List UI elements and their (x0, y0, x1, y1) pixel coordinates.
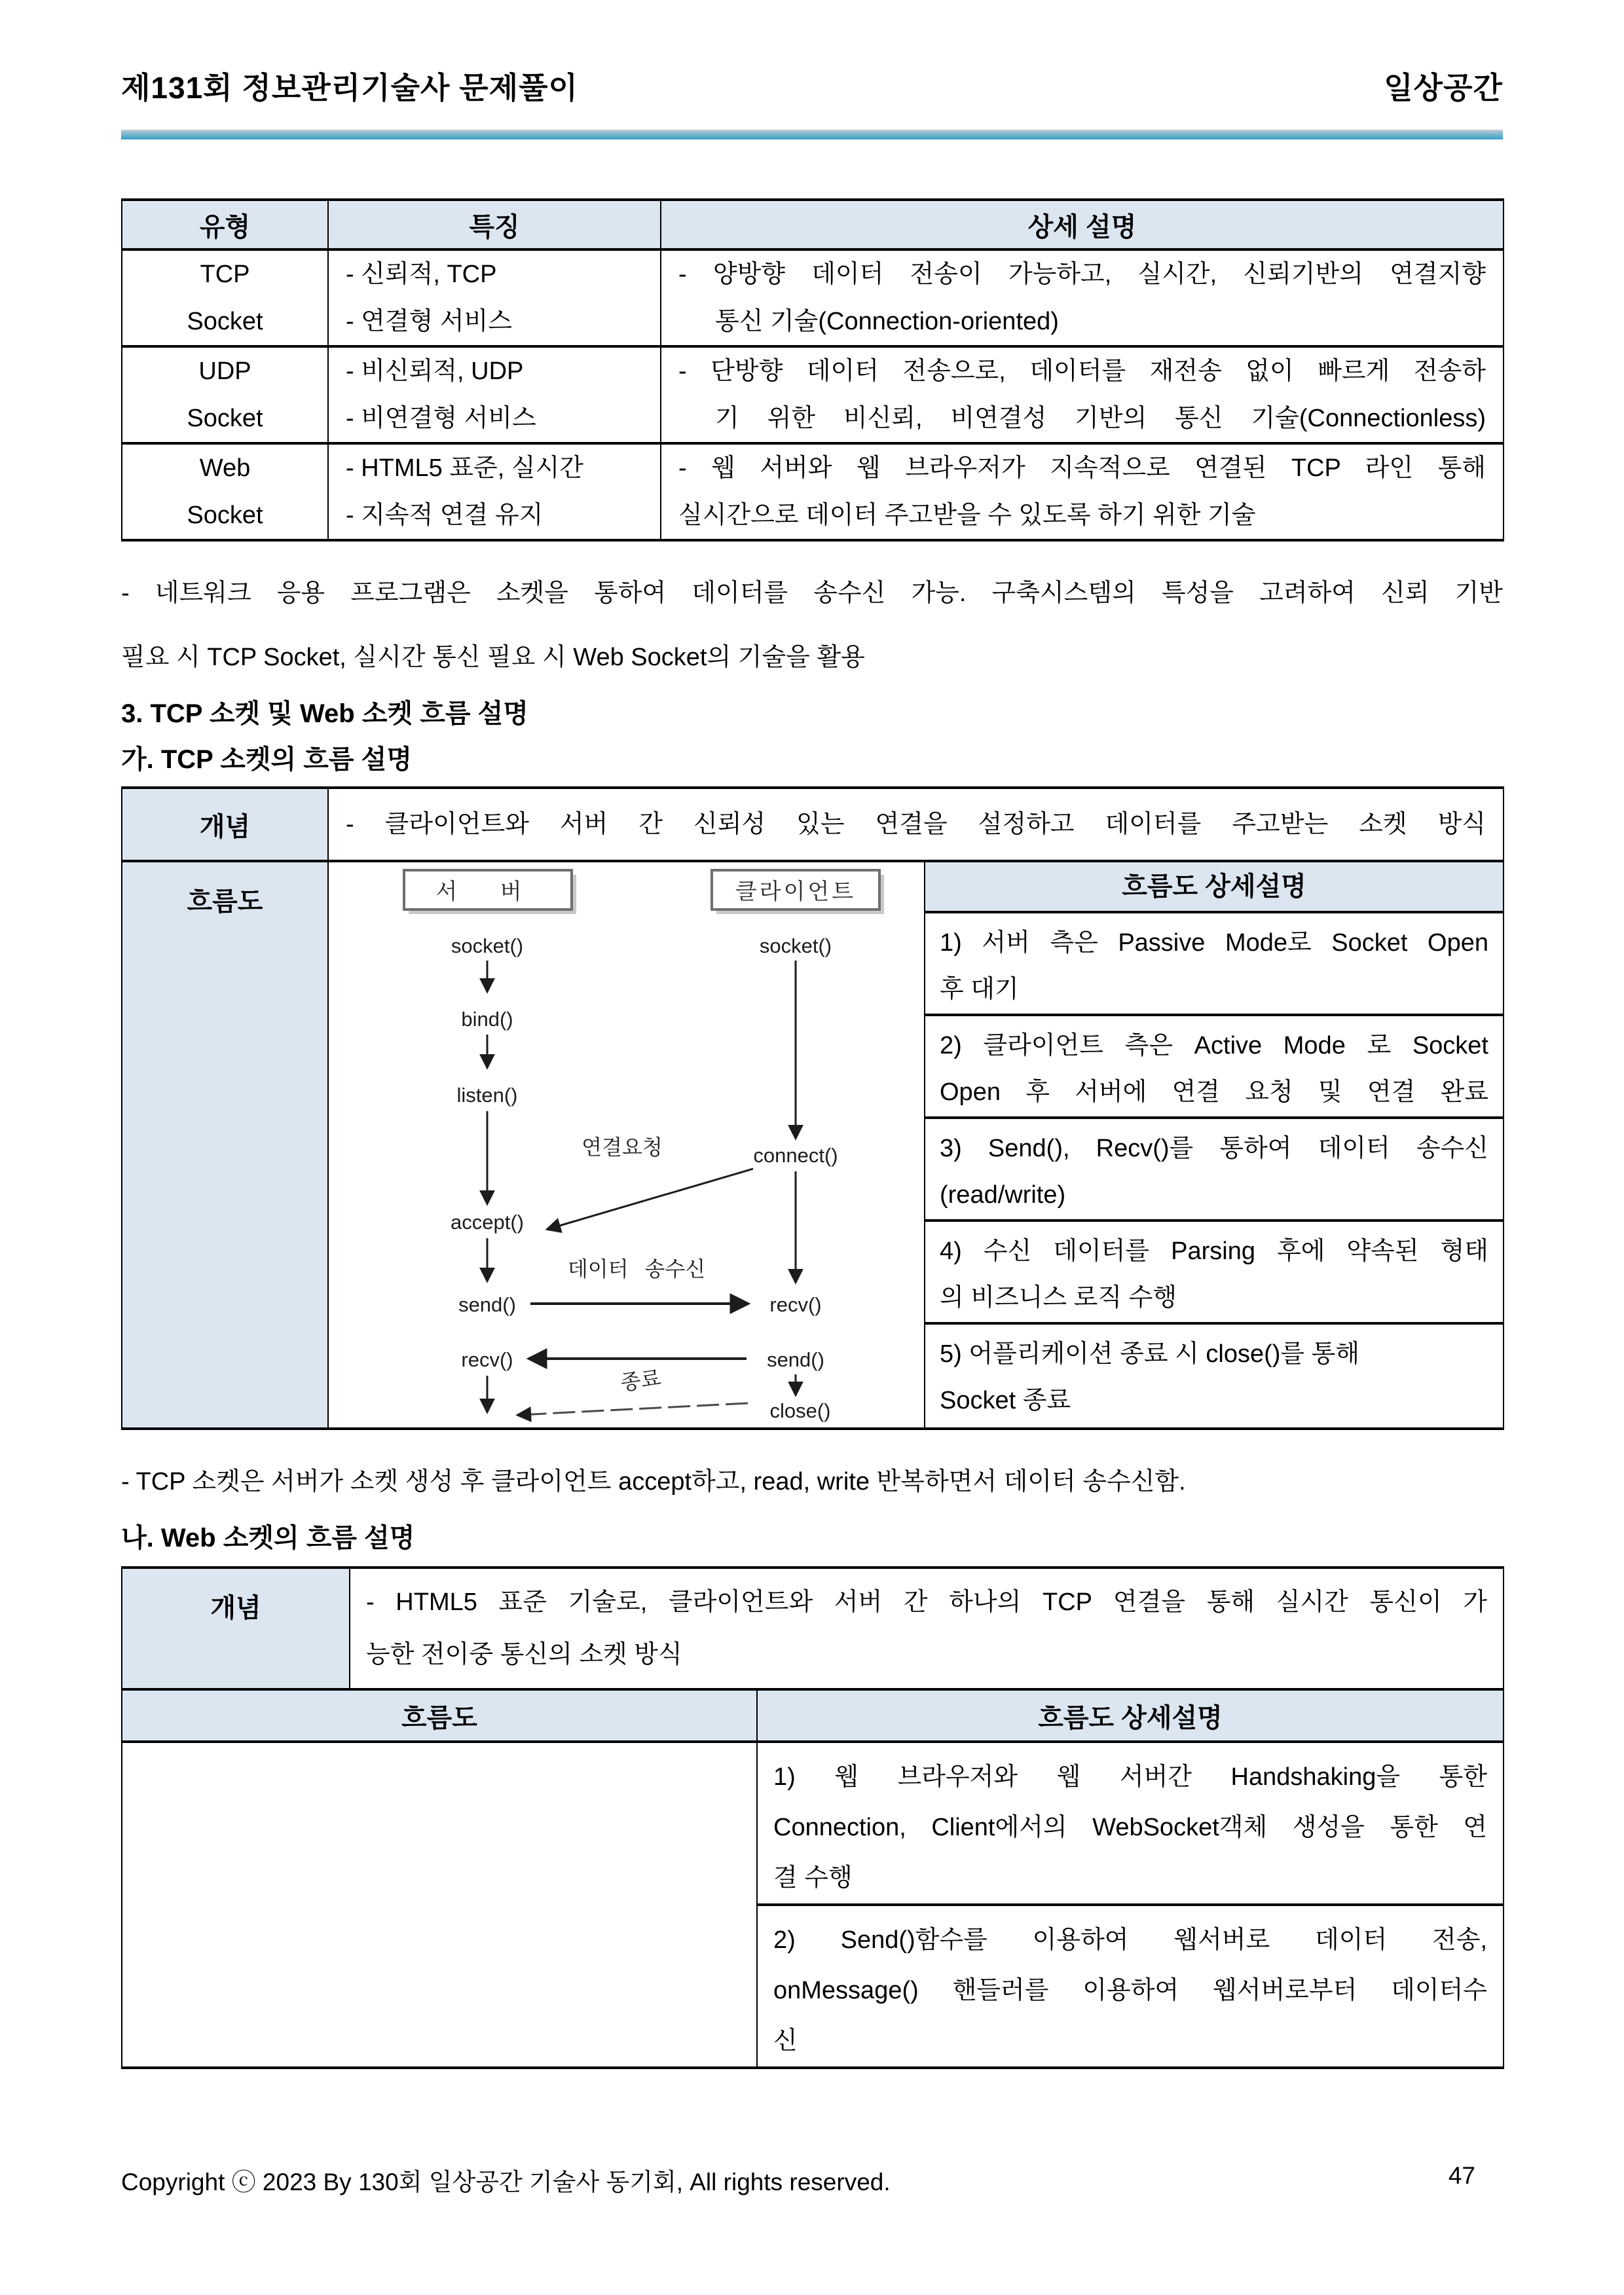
detail-line: onMessage() 핸들러를 이용하여 웹서버로부터 데이터수 (773, 1977, 1488, 2004)
feature-line2: - 지속적 연결 유지 (346, 502, 544, 529)
flow-detail-item-4 (925, 1222, 1503, 1325)
type-name-line1: UDP (198, 358, 251, 385)
subsection-heading-ga: 가. TCP 소켓의 흐름 설명 (121, 745, 412, 774)
server-step-accept: accept() (451, 1211, 524, 1234)
description-line2: 통신 기술(Connection-oriented) (715, 308, 1059, 335)
web-flow-table (121, 1566, 1504, 2069)
detail-line: Connection, Client에서의 WebSocket객체 생성을 통한 연 (773, 1814, 1488, 1841)
detail-line: 2) 클라이언트 측은 Active Mode 로 Socket (940, 1032, 1488, 1059)
client-box-title: 클라이언트 (735, 879, 857, 904)
client-step-socket: socket() (759, 934, 832, 957)
section-heading-3: 3. TCP 소켓 및 Web 소켓 흐름 설명 (121, 699, 528, 728)
table-row-web-socket (122, 443, 1504, 540)
description-line2: 실시간으로 데이터 주고받을 수 있도록 하기 위한 기술 (678, 502, 1256, 529)
flow-detail-item-1 (925, 913, 1503, 1016)
document-title: 제131회 정보관리기술사 문제풀이 (121, 71, 578, 105)
description-line2: 기 위한 비신뢰, 비연결성 기반의 통신 기술(Connectionless) (715, 405, 1486, 432)
concept-label: 개념 (122, 788, 328, 861)
page-number: 47 (1448, 2162, 1475, 2189)
table-row-udp-socket (122, 346, 1504, 443)
copyright-text: Copyright ⓒ 2023 By 130회 일상공간 기술사 동기회, All rights reserved. (121, 2169, 891, 2195)
server-step-socket: socket() (451, 934, 524, 957)
flow-detail-item-2 (925, 1016, 1503, 1119)
page-header (121, 0, 1503, 107)
detail-line: Socket 종료 (940, 1387, 1071, 1414)
header-divider (121, 130, 1503, 139)
feature-line2: - 비연결형 서비스 (346, 405, 536, 432)
client-step-close: close() (769, 1399, 831, 1422)
detail-line: 결 수행 (773, 1864, 853, 1892)
flow-detail-column (925, 861, 1504, 1429)
flow-detail-header: 흐름도 상세설명 (925, 862, 1503, 913)
flow-column-header: 흐름도 (122, 1689, 757, 1742)
detail-column-header: 흐름도 상세설명 (757, 1689, 1504, 1742)
feature-line1: - HTML5 표준, 실시간 (346, 454, 584, 482)
server-step-recv: recv() (461, 1348, 513, 1371)
note-line1: - 네트워크 응용 프로그램은 소켓을 통하여 데이터를 송수신 가능. 구축시스템의 특성을 고려하여 신뢰 기반 (121, 579, 1503, 607)
client-step-recv: recv() (769, 1293, 822, 1316)
detail-line: 1) 서버 측은 Passive Mode로 Socket Open (940, 929, 1488, 957)
description-line1: - 단방향 데이터 전송으로, 데이터를 재전송 없이 빠르게 전송하 (678, 358, 1486, 385)
detail-line: 후 대기 (940, 976, 1019, 1003)
page-footer (121, 2162, 1503, 2197)
tcp-flow-table (121, 786, 1504, 1430)
server-box-title: 서 버 (435, 879, 540, 904)
brand-name: 일상공간 (1384, 71, 1503, 105)
flow-label: 흐름도 (122, 861, 328, 1429)
column-header-features: 특징 (328, 200, 661, 249)
web-flow-diagram-placeholder (122, 1742, 757, 2068)
type-name-line1: TCP (200, 261, 250, 288)
type-name-line2: Socket (187, 405, 263, 432)
connect-request-arrow (548, 1169, 753, 1229)
table-row-tcp-socket (122, 249, 1504, 346)
detail-line: 의 비즈니스 로직 수행 (940, 1284, 1177, 1312)
column-header-description: 상세 설명 (661, 200, 1504, 249)
note-line: - TCP 소켓은 서버가 소켓 생성 후 클라이언트 accept하고, read, write 반복하면서 데이터 송수신함. (121, 1468, 1186, 1496)
detail-line: Open 후 서버에 연결 요청 및 연결 완료 (940, 1078, 1488, 1106)
data-transfer-label: 데이터 송수신 (567, 1257, 706, 1281)
column-header-type: 유형 (122, 200, 328, 249)
connect-request-label: 연결요청 (581, 1135, 663, 1159)
socket-flow-chart (329, 862, 921, 1422)
detail-line: 2) Send()함수를 이용하여 웹서버로 데이터 전송, (773, 1926, 1488, 1954)
server-step-listen: listen() (456, 1084, 518, 1107)
client-step-connect: connect() (753, 1144, 838, 1167)
concept-line1: - HTML5 표준 기술로, 클라이언트와 서버 간 하나의 TCP 연결을 통해 실시간 통신이 가 (366, 1588, 1488, 1616)
flow-detail-item-3 (925, 1119, 1503, 1222)
feature-line1: - 비신뢰적, UDP (346, 358, 524, 385)
close-label: 종료 (619, 1365, 663, 1395)
flow-detail-item-5 (925, 1325, 1503, 1427)
detail-line: (read/write) (940, 1181, 1066, 1209)
detail-line: 3) Send(), Recv()를 통하여 데이터 송수신 (940, 1135, 1488, 1162)
description-line1: - 양방향 데이터 전송이 가능하고, 실시간, 신뢰기반의 연결지향 (678, 261, 1486, 288)
server-step-send: send() (458, 1293, 516, 1316)
tcp-summary-note (121, 1450, 1503, 1514)
web-detail-item-1 (757, 1742, 1504, 1905)
feature-line2: - 연결형 서비스 (346, 308, 513, 335)
concept-line2: 능한 전이중 통신의 소켓 방식 (366, 1641, 682, 1668)
subsection-heading-na: 나. Web 소켓의 흐름 설명 (121, 1524, 415, 1552)
detail-line: 신 (773, 2027, 798, 2055)
type-name-line2: Socket (187, 502, 263, 529)
close-arrow (519, 1403, 748, 1415)
server-step-bind: bind() (461, 1008, 513, 1031)
detail-line: 4) 수신 데이터를 Parsing 후에 약속된 형태 (940, 1238, 1488, 1265)
header-divider-shadow (121, 130, 1503, 138)
description-line1: - 웹 서버와 웹 브라우저가 지속적으로 연결된 TCP 라인 통해 (678, 454, 1486, 482)
client-step-send: send() (767, 1348, 824, 1371)
detail-line: 1) 웹 브라우저와 웹 서버간 Handshaking을 통한 (773, 1763, 1488, 1791)
detail-line: 5) 어플리케이션 종료 시 close()를 통해 (940, 1340, 1360, 1368)
web-detail-item-2 (757, 1905, 1504, 2068)
type-name-line1: Web (199, 454, 251, 482)
concept-text: - 클라이언트와 서버 간 신뢰성 있는 연결을 설정하고 데이터를 주고받는 소켓 방식 (346, 811, 1486, 838)
note-paragraph (121, 561, 1503, 689)
note-line2: 필요 시 TCP Socket, 실시간 통신 필요 시 Web Socket의 기술을 활용 (121, 644, 865, 671)
type-name-line2: Socket (187, 308, 263, 335)
concept-label: 개념 (122, 1568, 350, 1689)
tcp-flow-diagram (328, 861, 925, 1429)
feature-line1: - 신뢰적, TCP (346, 261, 497, 288)
socket-type-table (121, 198, 1504, 542)
